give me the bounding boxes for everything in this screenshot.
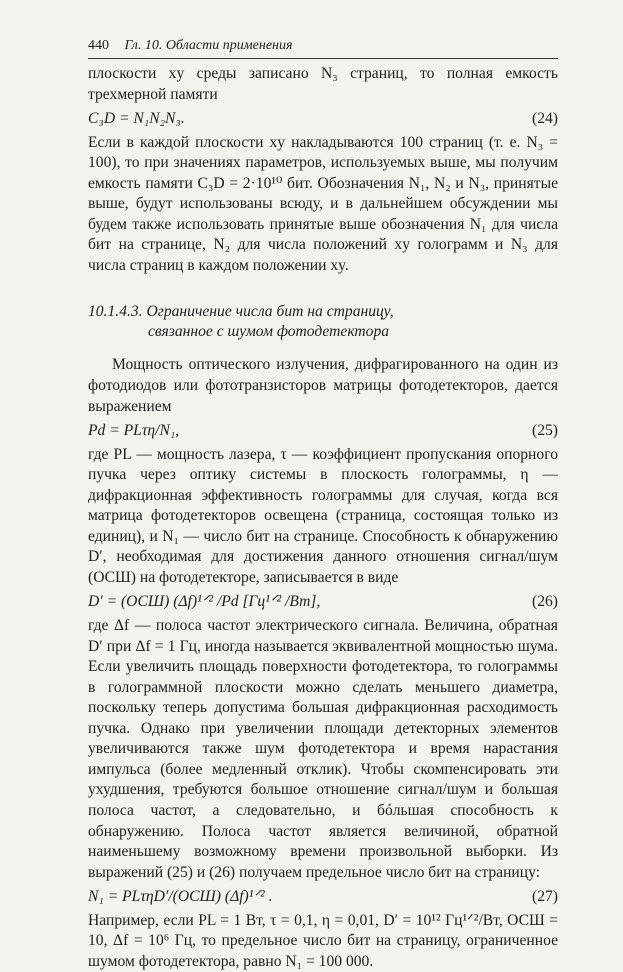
section-heading-line-1: 10.1.4.3. Ограничение числа бит на страницу,	[88, 303, 394, 321]
equation-25	[88, 421, 558, 442]
header-rule	[88, 58, 558, 59]
equation-26	[88, 592, 558, 613]
equation-25-number: (25)	[532, 422, 558, 440]
running-title: Гл. 10. Области применения	[124, 38, 293, 53]
paragraph-4: где PL — мощность лазера, τ — коэффициент пропускания опорного пучка через оптику системы в плоскость голограммы, η — дифракционная эффективность голограммы для случая, когда вся матрица фотодетекторов освещена (страница, состоящая только из единиц), и N₁ — число бит на странице. Способность к обнаружению D′, необходимая для достижения данного отношения сигнал/шум (ОСШ) на фотодетекторе, записывается в виде	[88, 445, 558, 586]
equation-27-formula: N₁ = PLτηD′/(ОСШ) (Δf)¹ᐟ² .	[88, 888, 273, 906]
equation-24-formula: C₃D = N₁N₂N₃.	[88, 110, 185, 128]
paragraph-6: Например, если PL = 1 Вт, τ = 0,1, η = 0,01, D′ = 10¹² Гц¹ᐟ²/Вт, ОСШ = 10, Δf = 10⁶ Гц, то предельное число бит на страницу, ограниченное шумом фотодетектора, равно N₁ = 100 000.	[88, 911, 558, 970]
paragraph-3: Мощность оптического излучения, дифрагированного на один из фотодиодов или фототранзисторов матрицы фотодетекторов, дается выражением	[88, 356, 558, 415]
page-body	[88, 64, 558, 972]
running-header	[88, 38, 558, 54]
equation-27-number: (27)	[532, 888, 558, 906]
equation-26-number: (26)	[532, 593, 558, 611]
page-number: 440	[88, 38, 109, 53]
paragraph-1: плоскости xy среды записано N₃ страниц, то полная емкость трехмерной памяти	[88, 65, 558, 103]
equation-24-number: (24)	[532, 110, 558, 128]
section-heading-line-2: связанное с шумом фотодетектора	[148, 323, 390, 341]
paragraph-2: Если в каждой плоскости xy накладываются 100 страниц (т. е. N₃ = 100), то при значениях параметров, используемых выше, мы получим емкость памяти C₃D = 2·10¹⁰ бит. Обозначения N₁, N₂ и N₃, принятые выше, будут использованы всюду, и в дальнейшем обсуждении мы будем также использовать принятые выше обозначения N₁ для числа бит на странице, N₂ для числа положений xy голограмм и N₃ для числа страниц в каждом положении xy.	[88, 133, 558, 274]
paragraph-5: где Δf — полоса частот электрического сигнала. Величина, обратная D′ при Δf = 1 Гц, иногда называется эквивалентной мощностью шума. Если увеличить площадь поверхности фотодетектора, то голограммы в голограммной плоскости можно сделать меньшего диаметра, поскольку теперь допустима большая дифракционная расходимость пучка. Однако при увеличении площади детекторных элементов увеличиваются также шум фотодетектора и время нарастания импульса (более медленный отклик). Чтобы скомпенсировать эти ухудшения, требуются большое отношение сигнал/шум и большая полоса частот, а следовательно, и бóльшая способность к обнаружению. Полоса частот является величиной, обратной наименьшему возможному времени произвольной выборки. Из выражений (25) и (26) получаем предельное число бит на страницу:	[88, 617, 558, 881]
equation-27	[88, 887, 558, 908]
section-heading	[88, 302, 558, 342]
equation-26-formula: D′ = (ОСШ) (Δf)¹ᐟ² /Pd [Гц¹ᐟ² /Вт],	[88, 593, 321, 611]
equation-25-formula: Pd = PLτη/N₁,	[88, 422, 180, 440]
equation-24	[88, 109, 558, 130]
